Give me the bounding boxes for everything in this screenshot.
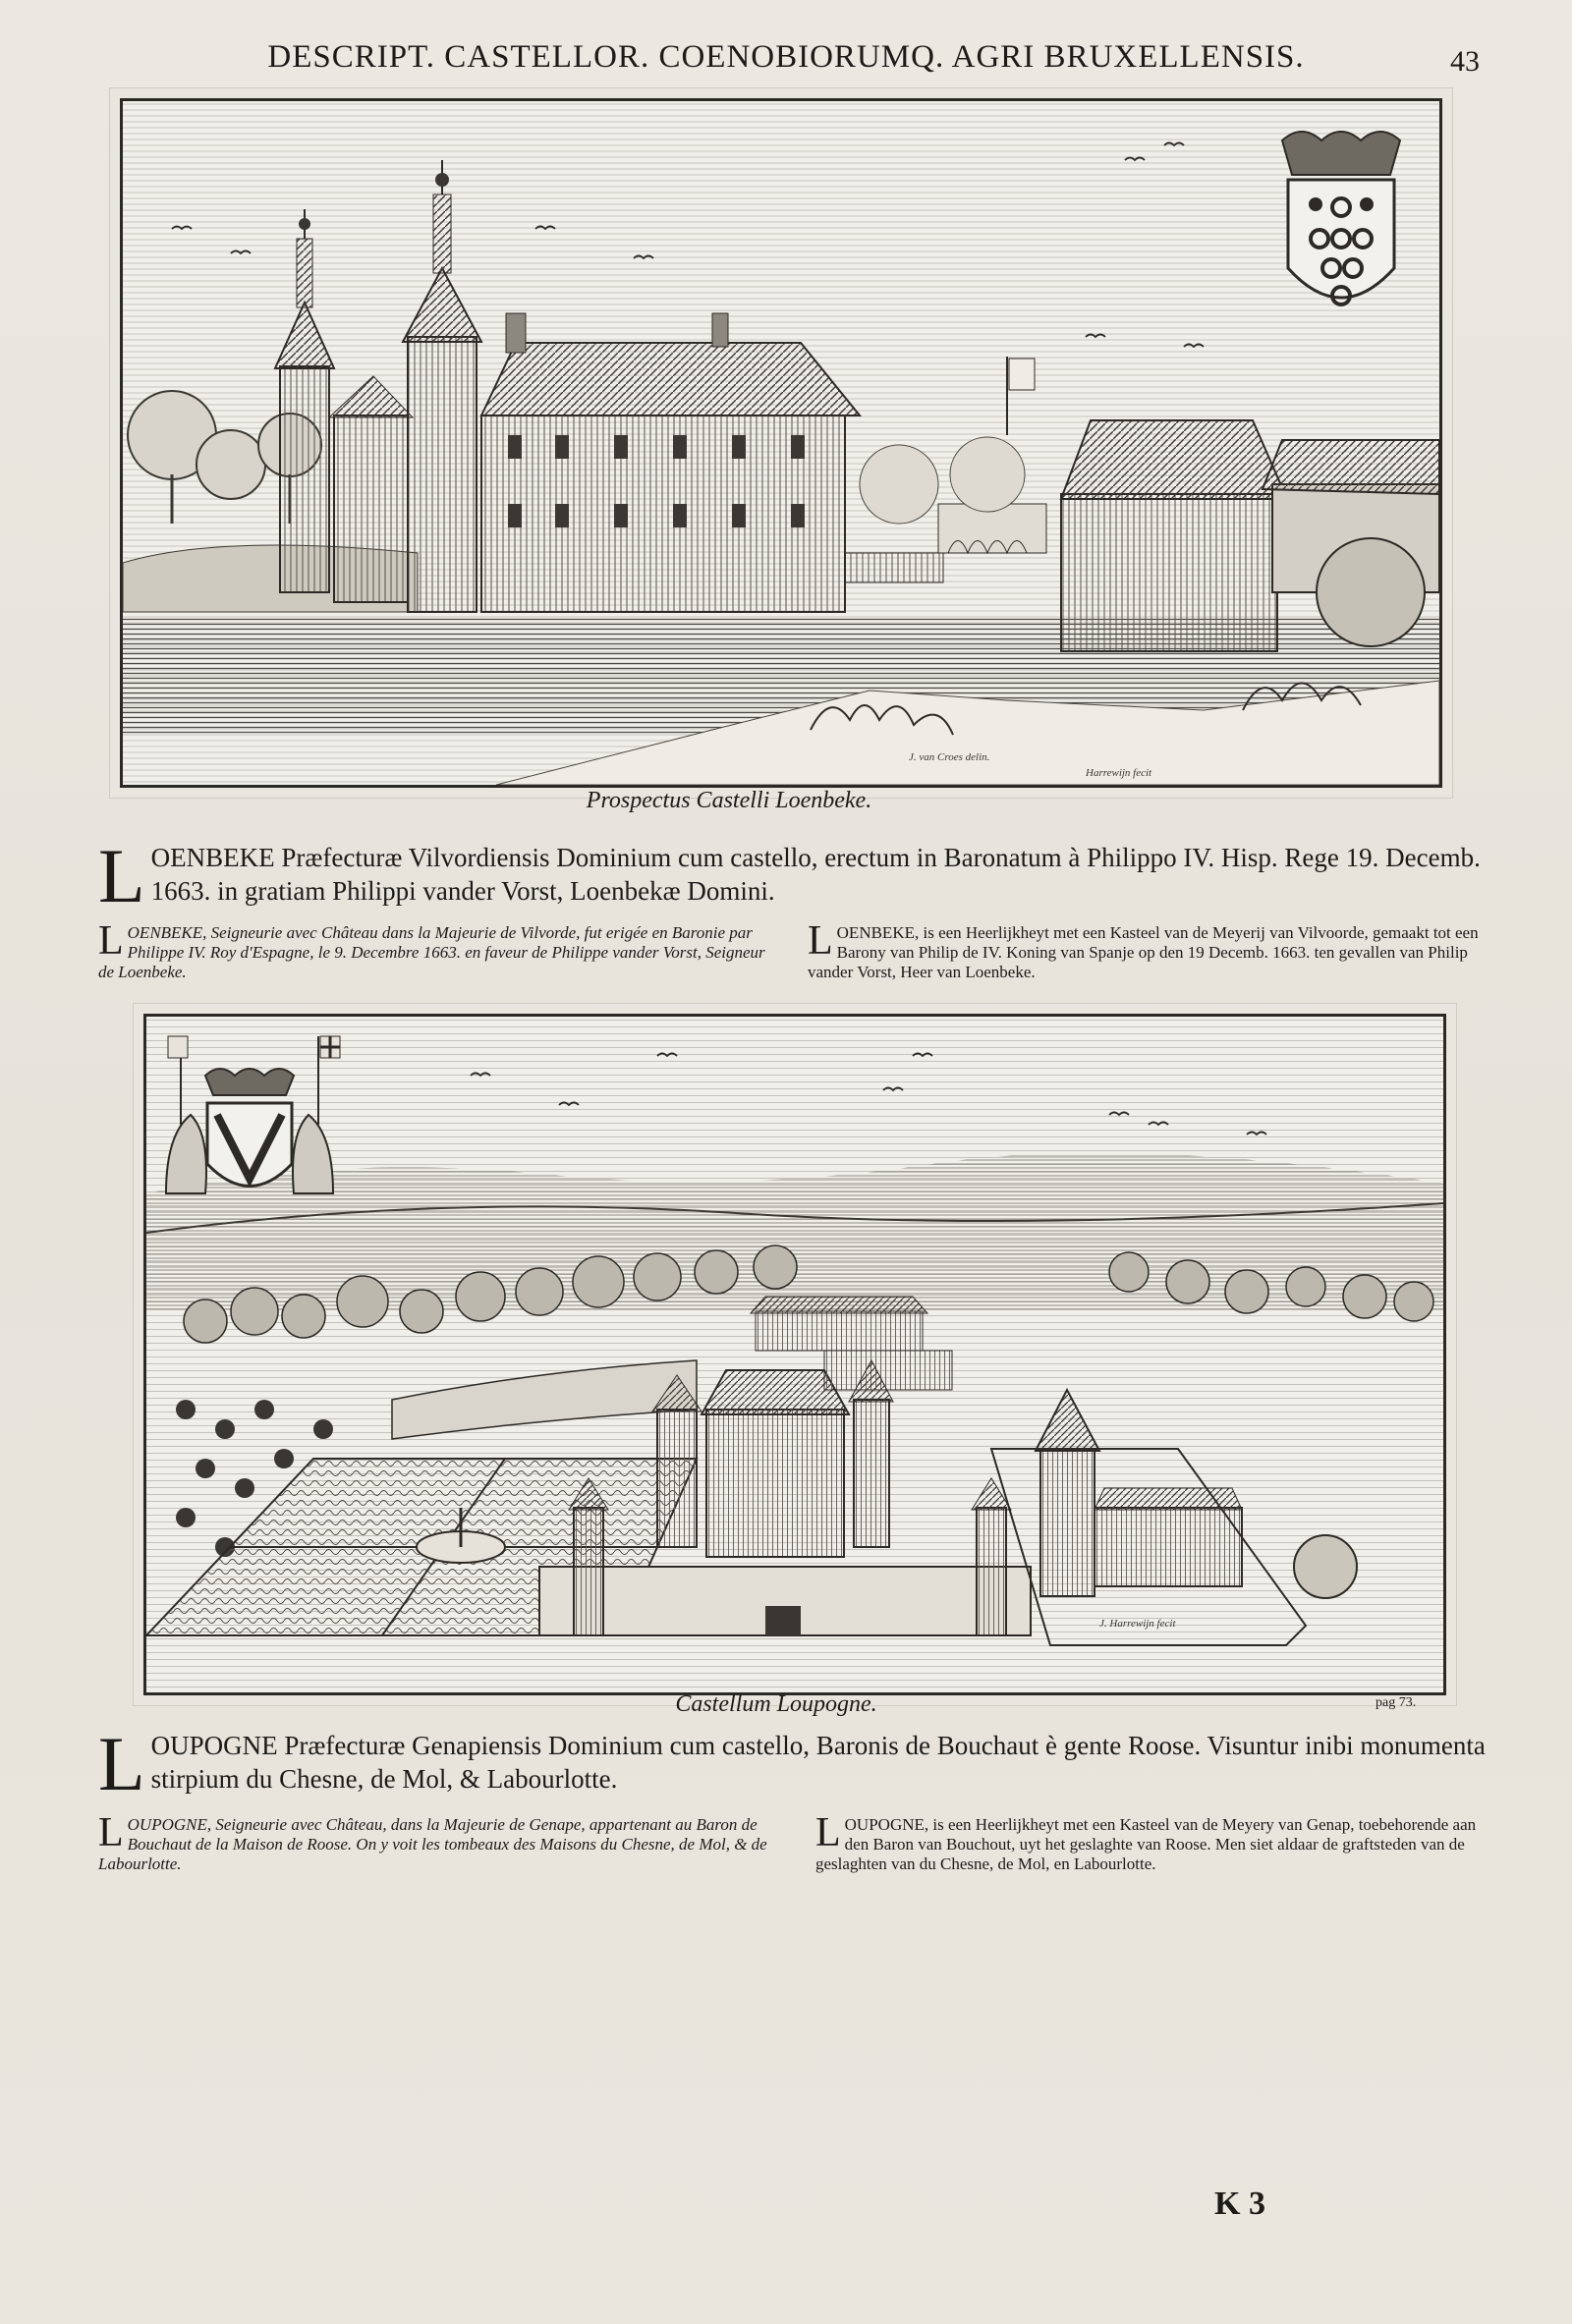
entry1-dutch-text: OENBEKE, is een Heerlijkheyt met een Kasteel van de Meyerij van Vilvoorde, gemaakt tot een Barony van Philip de IV. Koning van Spanje op den 19 Decemb. 1663. ten gevallen van Philip vander Vorst, Heer van Loenbeke.: [808, 923, 1479, 981]
entry1-latin-text: OENBEKE Præfecturæ Vilvordiensis Dominium cum castello, erectum in Baronatum à Philippo IV. Hisp. Rege 19. Decemb. 1663. in gratiam Philippi vander Vorst, Loenbekæ Domini.: [150, 843, 1481, 906]
entry2-latin-text: OUPOGNE Præfecturæ Genapiensis Dominium cum castello, Baronis de Bouchaut è gente Roose. Visuntur inibi monumenta stirpium du Chesne, de Mol, & Labourlotte.: [150, 1731, 1486, 1794]
entry2-french: [98, 1810, 776, 1874]
entry2-french-text: OUPOGNE, Seigneurie avec Château, dans la Majeurie de Genape, appartenant au Baron de Bouchaut de la Maison de Roose. On y voit les tombeaux des Maisons du Chesne, de Mol, & de Labourlotte.: [98, 1815, 767, 1873]
right-farm-buildings: [1061, 420, 1439, 651]
page-number: 43: [1450, 45, 1480, 78]
entry1-latin: [98, 833, 1493, 918]
loenbeke-coat-of-arms: [1282, 132, 1400, 304]
entry2-dutch: [815, 1810, 1493, 1874]
entry1-dutch: [808, 918, 1486, 982]
entry1-dutch-initial: L: [808, 918, 833, 964]
entry2-french-initial: L: [98, 1810, 124, 1855]
entry1-french-initial: L: [98, 918, 124, 964]
plate2-caption: Castellum Loupogne.: [675, 1691, 877, 1717]
entry2-latin-initial: L: [98, 1721, 145, 1806]
entry2-dutch-text: OUPOGNE, is een Heerlijkheyt met een Kasteel van de Meyery van Genap, toebehorende aan den Baron van Bouchout, uyt het geslaghte van Roose. Men siet aldaar de graftsteden van de geslaghten van du Chesne, de Mol, en Labourlotte.: [815, 1815, 1477, 1873]
engraving-loupogne: [143, 1014, 1446, 1695]
plate1-caption: Prospectus Castelli Loenbeke.: [586, 788, 872, 813]
signature-mark: K 3: [1214, 2186, 1265, 2222]
entry1-french: [98, 918, 776, 982]
castle-main-house: [481, 313, 860, 612]
plate1-signature-right: Harrewijn fecit: [1086, 767, 1152, 779]
loenbeke-castle-illustration: [123, 101, 1439, 785]
engraving-loenbeke: [120, 98, 1442, 788]
entry2-latin: [98, 1721, 1493, 1806]
plate1-signature-left: J. van Croes delin.: [909, 751, 990, 763]
plate2-page-reference: pag 73.: [1376, 1695, 1417, 1710]
plate2-signature: J. Harrewijn fecit: [1099, 1618, 1176, 1630]
running-head: DESCRIPT. CASTELLOR. COENOBIORUMQ. AGRI BRUXELLENSIS.: [267, 39, 1305, 75]
entry1-french-text: OENBEKE, Seigneurie avec Château dans la Majeurie de Vilvorde, fut erigée en Baronie par Philippe IV. Roy d'Espagne, le 9. Decembre 1663. en faveur de Philippe vander Vorst, Seigneur de Loenbeke.: [98, 923, 765, 981]
entry2-dutch-initial: L: [815, 1810, 841, 1855]
loupogne-castle-illustration: [146, 1017, 1443, 1692]
entry1-latin-initial: L: [98, 833, 145, 918]
